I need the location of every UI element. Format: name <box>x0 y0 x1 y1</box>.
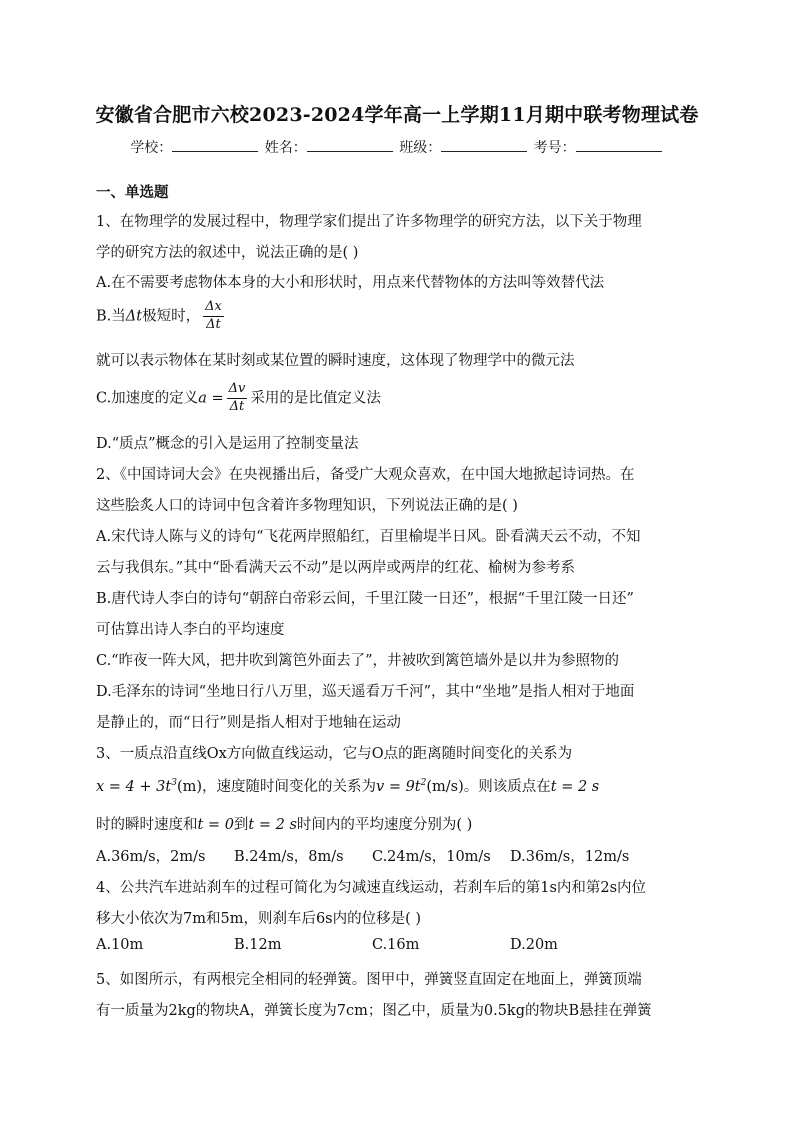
q3-velocity-exp: 2 <box>420 778 427 789</box>
q3-option-a: A.36m/s，2m/s <box>96 849 206 865</box>
q3-mid-text: ，速度随时间变化的关系为 <box>202 779 377 795</box>
q1-option-c <box>96 382 381 415</box>
school-blank[interactable] <box>172 139 258 152</box>
q2-option-a-line1: A.宋代诗人陈与义的诗句“飞花两岸照船红，百里榆堤半日风。卧看满天云不动，不知 <box>96 529 641 545</box>
q1-c-fraction <box>227 382 248 415</box>
number-label: 考号： <box>533 140 576 156</box>
q1-b-suffix: 极短时， <box>142 308 201 325</box>
class-label: 班级： <box>399 140 442 156</box>
q3-stem-line2 <box>96 775 599 796</box>
q3-time-value: t = 2 s <box>550 779 600 795</box>
q4-stem-line2: 移大小依次为7m和5m，则刹车后6s内的位移是( ) <box>96 911 422 927</box>
q4-option-c: C.16m <box>372 937 420 953</box>
q2-option-c: C.“昨夜一阵大风，把井吹到篱笆外面去了”，井被吹到篱笆墙外是以井为参照物的 <box>96 653 620 669</box>
q3-l3-to: 到 <box>233 817 249 833</box>
q3-l3-end: 时间内的平均速度分别为( ) <box>296 817 473 833</box>
q2-option-a-line2: 云与我俱东。”其中“卧看满天云不动”是以两岸或两岸的红花、榆树为参考系 <box>96 560 575 576</box>
q3-stem-line3 <box>96 813 472 834</box>
q1-option-b <box>96 300 227 333</box>
q3-stem-line1: 3、一质点沿直线Ox方向做直线运动，它与O点的距离随时间变化的关系为 <box>96 746 573 762</box>
q3-option-c: C.24m/s，10m/s <box>372 849 491 865</box>
q2-option-d-line1: D.毛泽东的诗词“坐地日行八万里，巡天遥看万千河”，其中“坐地”是指人相对于地面 <box>96 684 635 700</box>
q2-stem-line1: 2、《中国诗词大会》在央视播出后，备受广大观众喜欢，在中国大地掀起诗词热。在 <box>96 467 635 483</box>
q1-option-a: A.在不需要考虑物体本身的大小和形状时，用点来代替物体的方法叫等效替代法 <box>96 275 605 291</box>
section-title: 一、单选题 <box>96 185 169 201</box>
q4-option-a: A.10m <box>96 937 144 953</box>
q3-options <box>96 845 648 866</box>
q3-t0: t = 0 <box>197 817 234 833</box>
q4-stem-line1: 4、公共汽车进站刹车的过程可简化为匀减速直线运动，若刹车后的第1s内和第2s内位 <box>96 880 647 896</box>
q2-option-d-line2: 是静止的，而“日行”则是指人相对于地轴在运动 <box>96 715 401 731</box>
q4-options <box>96 937 648 953</box>
q3-option-d: D.36m/s，12m/s <box>510 849 630 865</box>
q3-position-unit: (m) <box>176 779 203 795</box>
q1-c-suffix: 采用的是比值定义法 <box>250 390 381 407</box>
school-label: 学校： <box>130 140 173 156</box>
exam-title: 安徽省合肥市六校2023-2024学年高一上学期11月期中联考物理试卷 <box>95 104 699 126</box>
q3-option-b: B.24m/s，8m/s <box>234 849 344 865</box>
q3-l3-start: 时的瞬时速度和 <box>96 817 198 833</box>
q2-option-b-line2: 可估算出诗人李白的平均速度 <box>96 622 285 638</box>
number-blank[interactable] <box>576 139 662 152</box>
q1-stem-line2: 学的研究方法的叙述中，说法正确的是( ) <box>96 245 359 261</box>
student-info-row <box>0 137 794 157</box>
q5-stem-line2: 有一质量为2kg的物块A，弹簧长度为7cm；图乙中，质量为0.5kg的物块B悬挂在弹簧 <box>96 1003 652 1019</box>
q1-b-fraction <box>203 300 224 333</box>
q1-c-frac-num: Δv <box>227 382 248 399</box>
q4-option-b: B.12m <box>234 937 282 953</box>
class-blank[interactable] <box>441 139 527 152</box>
q3-t2: t = 2 s <box>248 817 297 833</box>
q1-c-expr: a = <box>198 390 224 407</box>
q1-c-frac-den: Δt <box>229 398 245 414</box>
q3-position-exp: 3 <box>171 778 177 789</box>
q1-b-var: Δt <box>125 308 143 325</box>
name-blank[interactable] <box>307 139 393 152</box>
q3-velocity-unit: (m/s) <box>426 779 464 795</box>
q1-option-b-cont: 就可以表示物体在某时刻或某位置的瞬时速度，这体现了物理学中的微元法 <box>96 353 575 369</box>
q2-option-b-line1: B.唐代诗人李白的诗句“朝辞白帝彩云间，千里江陵一日还”，根据“千里江陵一日还” <box>96 591 634 607</box>
q1-b-frac-den: Δt <box>206 316 221 332</box>
name-label: 姓名： <box>264 140 307 156</box>
q1-b-prefix: B.当 <box>96 308 126 325</box>
q3-end-text: 。则该质点在 <box>463 779 551 795</box>
q3-position-expr: x = 4 + 3t <box>96 779 172 795</box>
q1-b-frac-num: Δx <box>203 300 224 317</box>
q5-stem-line1: 5、如图所示，有两根完全相同的轻弹簧。图甲中，弹簧竖直固定在地面上，弹簧顶端 <box>96 972 642 988</box>
q3-velocity-expr: v = 9t <box>376 779 421 795</box>
q2-stem-line2: 这些脍炙人口的诗词中包含着许多物理知识，下列说法正确的是( ) <box>96 498 518 514</box>
q1-option-d: D.“质点”概念的引入是运用了控制变量法 <box>96 436 359 452</box>
q1-stem-line1: 1、在物理学的发展过程中，物理学家们提出了许多物理学的研究方法，以下关于物理 <box>96 214 642 230</box>
q1-c-prefix: C.加速度的定义 <box>96 390 199 407</box>
q4-option-d: D.20m <box>510 937 558 953</box>
